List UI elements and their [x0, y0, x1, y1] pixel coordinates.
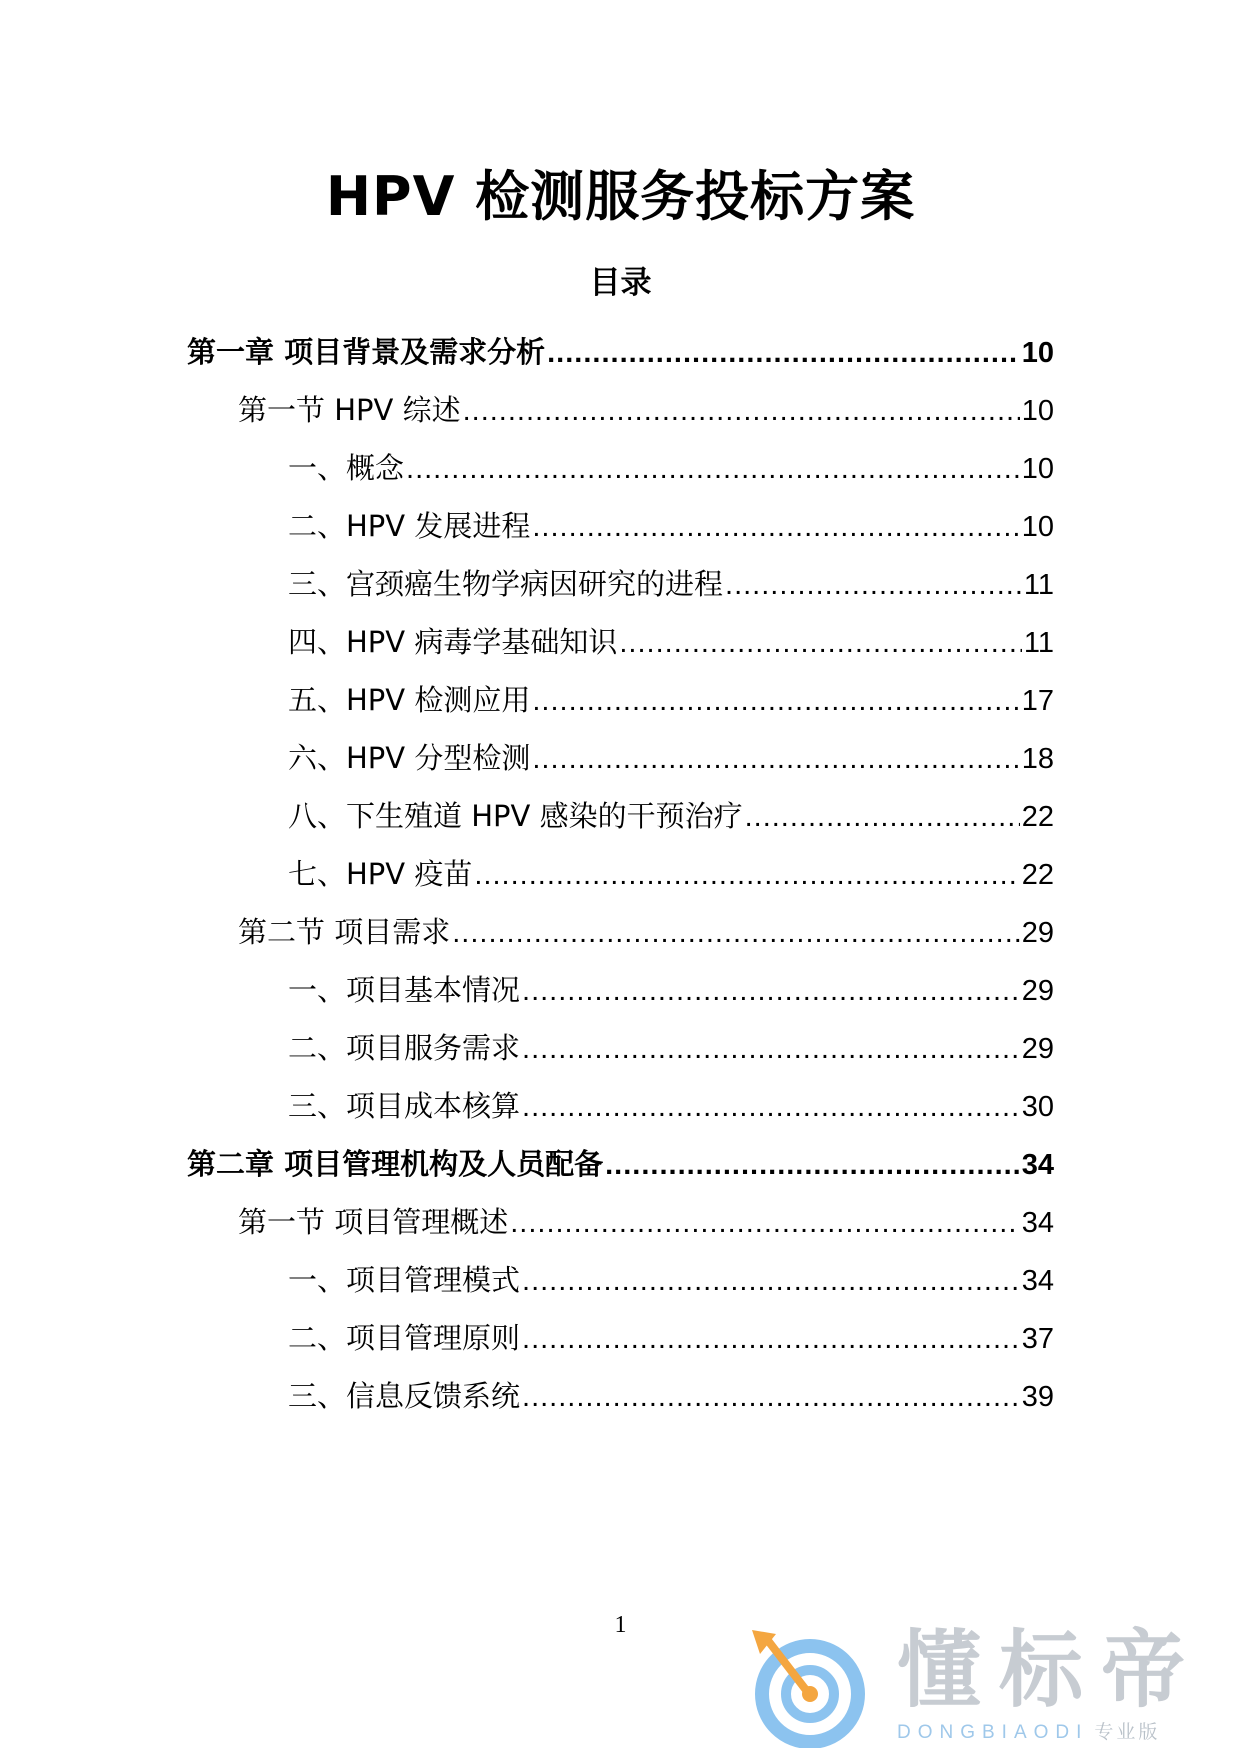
- toc-entry-page: 10: [1021, 453, 1054, 485]
- toc-entry[interactable]: [288, 854, 1054, 894]
- toc-entry-page: 30: [1021, 1091, 1054, 1123]
- toc-dot-leader: [532, 681, 1019, 721]
- toc-dot-leader: [522, 971, 1020, 1011]
- toc-entry-page: 37: [1021, 1323, 1054, 1355]
- toc-entry-title: 七、HPV 疫苗: [288, 857, 473, 891]
- toc-dot-leader: [522, 1377, 1020, 1417]
- toc-entry[interactable]: [288, 1086, 1054, 1126]
- toc-entry[interactable]: [238, 912, 1054, 952]
- toc-entry-title: 一、项目管理模式: [288, 1263, 521, 1297]
- toc-dot-leader: [522, 1261, 1020, 1301]
- watermark-subtitle: [897, 1723, 1160, 1742]
- toc-entry-title: 二、项目服务需求: [288, 1031, 521, 1065]
- toc-entry-page: 34: [1021, 1207, 1054, 1239]
- toc-entry-title: 第二章 项目管理机构及人员配备: [187, 1147, 604, 1181]
- toc-entry-page: 29: [1021, 917, 1054, 949]
- toc-dot-leader: [463, 391, 1020, 431]
- toc-entry-title: 三、宫颈癌生物学病因研究的进程: [288, 567, 724, 601]
- toc-entry-title: 一、概念: [288, 451, 405, 485]
- toc-entry[interactable]: [288, 738, 1054, 778]
- toc-dot-leader: [547, 333, 1020, 373]
- toc-entry[interactable]: [288, 564, 1054, 604]
- toc-dot-leader: [522, 1319, 1020, 1359]
- watermark-brand: 懂标帝: [897, 1621, 1204, 1719]
- toc-entry-page: 22: [1021, 859, 1054, 891]
- toc-entry-page: 29: [1021, 975, 1054, 1007]
- watermark-logo: [742, 1621, 1222, 1748]
- watermark-latin: DONGBIAODI: [897, 1722, 1089, 1743]
- target-arrow-icon: [742, 1628, 892, 1748]
- toc-dot-leader: [745, 797, 1020, 837]
- toc-entry-title: 二、项目管理原则: [288, 1321, 521, 1355]
- toc-entry-title: 第一章 项目背景及需求分析: [187, 335, 546, 369]
- toc-entry[interactable]: [288, 1376, 1054, 1416]
- toc-entry[interactable]: [288, 448, 1054, 488]
- toc-entry[interactable]: [288, 622, 1054, 662]
- toc-entry[interactable]: [238, 390, 1054, 430]
- toc-dot-leader: [522, 1087, 1020, 1127]
- toc-entry-page: 11: [1023, 627, 1054, 659]
- toc-entry[interactable]: [288, 1318, 1054, 1358]
- toc-entry-page: 29: [1021, 1033, 1054, 1065]
- toc-dot-leader: [474, 855, 1019, 895]
- watermark-edition: 专业版: [1094, 1721, 1161, 1743]
- toc-dot-leader: [522, 1029, 1020, 1069]
- toc-entry-title: 三、信息反馈系统: [288, 1379, 521, 1413]
- toc-entry[interactable]: [288, 506, 1054, 546]
- toc-entry[interactable]: [187, 1144, 1054, 1184]
- toc-entry[interactable]: [238, 1202, 1054, 1242]
- toc-entry-page: 11: [1023, 569, 1054, 601]
- toc-entry-page: 39: [1021, 1381, 1054, 1413]
- toc-entry-title: 二、HPV 发展进程: [288, 509, 531, 543]
- toc-entry-title: 四、HPV 病毒学基础知识: [288, 625, 618, 659]
- toc-entry-title: 六、HPV 分型检测: [288, 741, 531, 775]
- toc-heading: 目录: [589, 265, 652, 301]
- toc-entry-title: 八、下生殖道 HPV 感染的干预治疗: [288, 799, 743, 833]
- toc-entry[interactable]: [288, 796, 1054, 836]
- toc-entry-page: 17: [1021, 685, 1054, 717]
- toc-entry-page: 34: [1021, 1265, 1054, 1297]
- toc-entry-title: 第二节 项目需求: [238, 915, 451, 949]
- toc-dot-leader: [452, 913, 1020, 953]
- toc-entry[interactable]: [288, 1260, 1054, 1300]
- toc-dot-leader: [605, 1145, 1020, 1185]
- page-number: 1: [614, 1612, 627, 1638]
- toc-entry-title: 三、项目成本核算: [288, 1089, 521, 1123]
- toc-entry-page: 34: [1021, 1149, 1054, 1181]
- toc-entry-page: 10: [1021, 337, 1054, 369]
- toc-entry-title: 第一节 项目管理概述: [238, 1205, 509, 1239]
- toc-entry-title: 第一节 HPV 综述: [238, 393, 461, 427]
- toc-entry[interactable]: [288, 680, 1054, 720]
- toc-entry-page: 22: [1021, 801, 1054, 833]
- toc-entry-page: 18: [1021, 743, 1054, 775]
- toc-entry-title: 一、项目基本情况: [288, 973, 521, 1007]
- toc-entry-page: 10: [1021, 395, 1054, 427]
- toc-dot-leader: [619, 623, 1022, 663]
- toc-entry[interactable]: [288, 1028, 1054, 1068]
- toc-entry[interactable]: [288, 970, 1054, 1010]
- toc-entry-title: 五、HPV 检测应用: [288, 683, 531, 717]
- toc-dot-leader: [532, 739, 1019, 779]
- toc-entry-page: 10: [1021, 511, 1054, 543]
- document-title: HPV 检测服务投标方案: [325, 165, 916, 228]
- toc-entry[interactable]: [187, 332, 1054, 372]
- toc-dot-leader: [406, 449, 1020, 489]
- toc-dot-leader: [510, 1203, 1020, 1243]
- toc-dot-leader: [725, 565, 1022, 605]
- toc-dot-leader: [532, 507, 1019, 547]
